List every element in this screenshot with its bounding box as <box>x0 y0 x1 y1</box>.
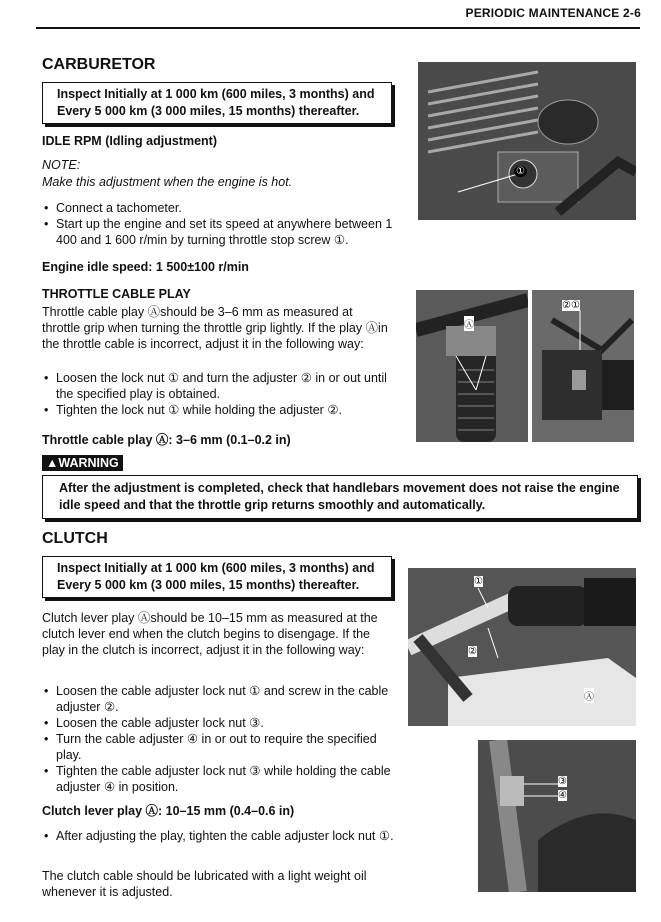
list-item: • Loosen the lock nut ① and turn the adjuster ② in or out until the specified play is obtained. <box>42 370 394 402</box>
page-header <box>465 6 641 20</box>
list-item: • Tighten the lock nut ① while holding the adjuster ②. <box>42 402 394 418</box>
idle-bullets <box>42 200 394 248</box>
throttle-heading: THROTTLE CABLE PLAY <box>42 287 191 301</box>
carburetor-interval-line-1: Inspect Initially at 1 000 km (600 miles, 3 months) and <box>57 87 375 101</box>
carburetor-interval-box <box>42 82 392 124</box>
throttle-photo-right <box>532 290 634 442</box>
carburetor-photo <box>418 62 636 220</box>
carburetor-interval-line-2: Every 5 000 km (3 000 miles, 15 months) thereafter. <box>57 104 360 118</box>
callout-a: Ⓐ <box>584 688 594 703</box>
clutch-interval-box <box>42 556 392 598</box>
note-text: Make this adjustment when the engine is hot. <box>42 175 293 189</box>
throttle-play-spec: Throttle cable play Ⓐ: 3–6 mm (0.1–0.2 in) <box>42 433 291 447</box>
warning-label: ▲WARNING <box>42 455 123 471</box>
carburetor-title: CARBURETOR <box>42 56 156 73</box>
clutch-after-bullets <box>42 828 394 844</box>
clutch-lever-photo <box>408 568 636 726</box>
idle-rpm-heading: IDLE RPM (Idling adjustment) <box>42 134 217 148</box>
clutch-text: Clutch lever play Ⓐshould be 10–15 mm as measured at the clutch lever end when the clutch begins to disengage. If the play in the clutch is incorrect, adjust it in the following way: <box>42 611 378 657</box>
warning-box <box>42 475 638 519</box>
throttle-text: Throttle cable play Ⓐshould be 3–6 mm as measured at throttle grip when turning the throttle grip lightly. If the play Ⓐin the throttle cable is incorrect, adjust it in the following way: <box>42 305 388 351</box>
list-item: • After adjusting the play, tighten the cable adjuster lock nut ①. <box>42 828 394 844</box>
callout-1: ① <box>474 576 483 587</box>
header-rule <box>36 27 640 29</box>
list-item: • Loosen the cable adjuster lock nut ① and screw in the cable adjuster ②. <box>42 683 394 715</box>
callout-4: ④ <box>558 790 567 801</box>
clutch-bullets <box>42 683 394 795</box>
clutch-adjuster-photo <box>478 740 636 892</box>
clutch-title: CLUTCH <box>42 530 108 547</box>
list-item: • Connect a tachometer. <box>42 200 394 216</box>
note-label: NOTE: <box>42 158 81 172</box>
clutch-interval-line-2: Every 5 000 km (3 000 miles, 15 months) thereafter. <box>57 578 360 592</box>
callout-a: Ⓐ <box>464 316 474 331</box>
list-item: • Tighten the cable adjuster lock nut ③ while holding the cable adjuster ④ in position. <box>42 763 394 795</box>
clutch-play-spec: Clutch lever play Ⓐ: 10–15 mm (0.4–0.6 in) <box>42 804 295 818</box>
callout-2-1: ②① <box>562 300 580 311</box>
clutch-lube-text: The clutch cable should be lubricated with a light weight oil whenever it is adjusted. <box>42 869 367 899</box>
callout-1: ① <box>516 166 525 177</box>
header-page-number: 2-6 <box>623 6 641 20</box>
callout-2: ② <box>468 646 477 657</box>
callout-3: ③ <box>558 776 567 787</box>
warning-text: After the adjustment is completed, check that handlebars movement does not raise the engine idle speed and that the throttle grip returns smoothly and automatically. <box>59 481 620 512</box>
clutch-interval-line-1: Inspect Initially at 1 000 km (600 miles, 3 months) and <box>57 561 375 575</box>
header-section: PERIODIC MAINTENANCE <box>465 6 620 20</box>
list-item: • Loosen the cable adjuster lock nut ③. <box>42 715 394 731</box>
idle-speed-spec: Engine idle speed: 1 500±100 r/min <box>42 260 249 274</box>
list-item: • Start up the engine and set its speed at anywhere between 1 400 and 1 600 r/min by turning throttle stop screw ①. <box>42 216 394 248</box>
throttle-bullets <box>42 370 394 418</box>
list-item: • Turn the cable adjuster ④ in or out to require the specified play. <box>42 731 394 763</box>
throttle-photo-left <box>416 290 528 442</box>
